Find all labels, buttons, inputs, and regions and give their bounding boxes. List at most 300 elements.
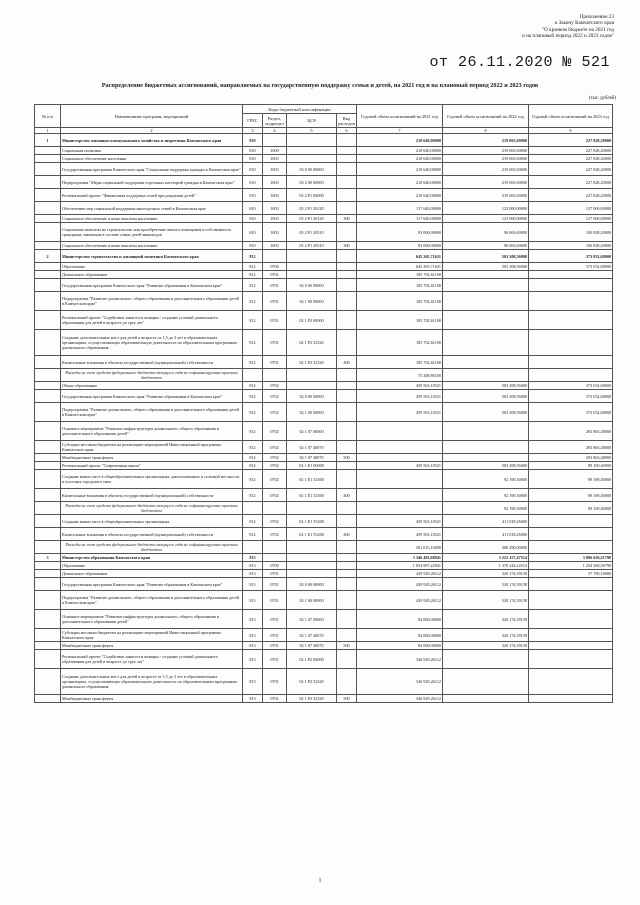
cell-grbs: 810 bbox=[243, 176, 263, 189]
cell-c bbox=[529, 541, 613, 554]
cell-sec: 0701 bbox=[263, 271, 287, 279]
cell-csr bbox=[287, 250, 337, 263]
cell-b: 320 174,39158 bbox=[443, 642, 529, 650]
cell-b: 3 222 157,47514 bbox=[443, 554, 529, 562]
cell-sec: 0702 bbox=[263, 390, 287, 403]
cell-a: 84 000,00000 bbox=[357, 642, 443, 650]
cell-csr: 02 1 P2 52320 bbox=[287, 695, 337, 703]
cell-b: 123 000,00000 bbox=[443, 215, 529, 223]
cell-sec: 0701 bbox=[263, 279, 287, 292]
cell-sec: 0701 bbox=[263, 330, 287, 356]
cell-name: Подпрограмма "Меры социальной поддержки отдельных категорий граждан в Камчатском крае" bbox=[61, 176, 243, 189]
cell-name: Основное мероприятие "Развитие инфраструктуры дошкольного, общего образования и дополнительного образования детей" bbox=[61, 422, 243, 441]
cell-vr bbox=[337, 562, 357, 570]
cell-b: 320 174,39158 bbox=[443, 629, 529, 642]
cell-grbs: 813 bbox=[243, 669, 263, 695]
cell-sec: 0701 bbox=[263, 356, 287, 369]
cell-name: Межбюджетные трансферты bbox=[61, 695, 243, 703]
cell-b: 503 208,56000 bbox=[443, 390, 529, 403]
date-number-stamp: от 26.11.2020 № 521 bbox=[429, 54, 610, 71]
cell-sec: 0702 bbox=[263, 528, 287, 541]
cell-b bbox=[443, 292, 529, 311]
table-row bbox=[35, 176, 613, 189]
header-2021: Годовой объем ассигнований на 2021 год bbox=[357, 105, 443, 128]
cell-sec: 0701 bbox=[263, 695, 287, 703]
cell-csr: 02 1 07 40070 bbox=[287, 629, 337, 642]
cell-grbs: 810 bbox=[243, 242, 263, 250]
header-index-cell: 3 bbox=[243, 128, 263, 134]
cell-c: 3 006 626,21790 bbox=[529, 554, 613, 562]
cell-vr bbox=[337, 610, 357, 629]
appendix-line: и на плановый период 2022 и 2023 годов" bbox=[522, 32, 614, 39]
cell-c: 89 169,40000 bbox=[529, 502, 613, 515]
cell-vr bbox=[337, 502, 357, 515]
cell-b: 320 174,39158 bbox=[443, 578, 529, 591]
cell-a: 430 929,26112 bbox=[357, 570, 443, 578]
cell-a: 346 929,26112 bbox=[357, 669, 443, 695]
cell-n bbox=[35, 403, 61, 422]
cell-grbs bbox=[243, 502, 263, 515]
cell-c bbox=[529, 695, 613, 703]
cell-n bbox=[35, 311, 61, 330]
cell-vr: 500 bbox=[337, 695, 357, 703]
table-row bbox=[35, 462, 613, 470]
cell-n bbox=[35, 356, 61, 369]
cell-csr: 02 1 07 40070 bbox=[287, 454, 337, 462]
cell-csr bbox=[287, 382, 337, 390]
cell-grbs: 813 bbox=[243, 554, 263, 562]
cell-grbs: 813 bbox=[243, 591, 263, 610]
cell-a bbox=[357, 502, 443, 515]
cell-n bbox=[35, 489, 61, 502]
cell-name: Государственная программа Камчатского края "Социальная поддержка граждан в Камчатском крае" bbox=[61, 163, 243, 176]
cell-b bbox=[443, 422, 529, 441]
cell-vr bbox=[337, 250, 357, 263]
header-index-cell: 8 bbox=[443, 128, 529, 134]
cell-vr bbox=[337, 271, 357, 279]
cell-grbs: 813 bbox=[243, 578, 263, 591]
cell-a: 185 702,61100 bbox=[357, 330, 443, 356]
cell-csr bbox=[287, 271, 337, 279]
cell-csr: 02 1 07 40070 bbox=[287, 441, 337, 454]
cell-c: 227 828,20000 bbox=[529, 134, 613, 147]
cell-c: 89 169,40000 bbox=[529, 489, 613, 502]
cell-csr bbox=[287, 134, 337, 147]
table-row bbox=[35, 650, 613, 669]
cell-b: 219 065,60000 bbox=[443, 155, 529, 163]
cell-name: Создание новых мест в общеобразовательных организациях bbox=[61, 515, 243, 528]
cell-c: 373 032,68000 bbox=[529, 250, 613, 263]
appendix-line: Приложение 23 bbox=[579, 14, 614, 20]
cell-c bbox=[529, 311, 613, 330]
cell-vr: 500 bbox=[337, 642, 357, 650]
cell-n bbox=[35, 215, 61, 223]
cell-vr bbox=[337, 223, 357, 242]
cell-n: 2 bbox=[35, 250, 61, 263]
cell-sec: 1003 bbox=[263, 163, 287, 176]
cell-sec: 1003 bbox=[263, 223, 287, 242]
cell-c bbox=[529, 642, 613, 650]
cell-b: 320 174,39158 bbox=[443, 570, 529, 578]
table-row bbox=[35, 189, 613, 202]
cell-grbs bbox=[243, 369, 263, 382]
table-row bbox=[35, 554, 613, 562]
cell-n bbox=[35, 650, 61, 669]
cell-csr bbox=[287, 502, 337, 515]
budget-table bbox=[34, 104, 613, 703]
table-body bbox=[35, 134, 613, 703]
cell-vr bbox=[337, 202, 357, 215]
cell-c: 227 828,20000 bbox=[529, 155, 613, 163]
cell-c bbox=[529, 330, 613, 356]
cell-b bbox=[443, 669, 529, 695]
cell-b: 96 065,60000 bbox=[443, 223, 529, 242]
cell-b: 503 208,56000 bbox=[443, 250, 529, 263]
cell-name: Министерство жилищно-коммунального хозяйства и энергетики Камчатского края bbox=[61, 134, 243, 147]
header-index-cell: 7 bbox=[357, 128, 443, 134]
cell-b: 96 065,60000 bbox=[443, 242, 529, 250]
table-row bbox=[35, 454, 613, 462]
cell-csr: 02 1 E1 52300 bbox=[287, 470, 337, 489]
cell-sec: 0701 bbox=[263, 292, 287, 311]
table-row bbox=[35, 147, 613, 155]
cell-n bbox=[35, 369, 61, 382]
cell-sec: 0702 bbox=[263, 462, 287, 470]
cell-b: 219 065,60000 bbox=[443, 176, 529, 189]
cell-grbs: 812 bbox=[243, 279, 263, 292]
cell-sec: 0701 bbox=[263, 610, 287, 629]
table-row bbox=[35, 695, 613, 703]
cell-vr bbox=[337, 570, 357, 578]
cell-c: 373 032,68000 bbox=[529, 382, 613, 390]
cell-c bbox=[529, 578, 613, 591]
cell-grbs: 810 bbox=[243, 163, 263, 176]
cell-c: 373 032,68000 bbox=[529, 390, 613, 403]
cell-csr: 03 2 P1 20510 bbox=[287, 223, 337, 242]
table-row bbox=[35, 570, 613, 578]
cell-csr: 03 0 00 00000 bbox=[287, 163, 337, 176]
cell-n bbox=[35, 591, 61, 610]
cell-grbs: 812 bbox=[243, 462, 263, 470]
cell-c: 100 828,20000 bbox=[529, 223, 613, 242]
cell-sec: 0701 bbox=[263, 629, 287, 642]
cell-n bbox=[35, 189, 61, 202]
cell-csr: 03 2 P1 20510 bbox=[287, 242, 337, 250]
cell-n bbox=[35, 202, 61, 215]
table-row bbox=[35, 422, 613, 441]
table-row bbox=[35, 356, 613, 369]
cell-c: 283 863,28000 bbox=[529, 422, 613, 441]
cell-name: Социальная политика bbox=[61, 147, 243, 155]
cell-grbs: 813 bbox=[243, 642, 263, 650]
cell-grbs: 812 bbox=[243, 263, 263, 271]
cell-name: Региональный проект "Современная школа" bbox=[61, 462, 243, 470]
cell-n bbox=[35, 330, 61, 356]
cell-n bbox=[35, 242, 61, 250]
cell-vr: 300 bbox=[337, 215, 357, 223]
table-row bbox=[35, 242, 613, 250]
cell-b: 92 190,30000 bbox=[443, 489, 529, 502]
table-row bbox=[35, 202, 613, 215]
header-num: № п/п bbox=[35, 105, 61, 128]
cell-sec: 0701 bbox=[263, 650, 287, 669]
cell-a: 645 265,71621 bbox=[357, 263, 443, 271]
cell-sec: 0702 bbox=[263, 515, 287, 528]
cell-vr bbox=[337, 390, 357, 403]
cell-csr: 02 1 07 40070 bbox=[287, 642, 337, 650]
cell-vr bbox=[337, 292, 357, 311]
cell-csr bbox=[287, 155, 337, 163]
cell-sec: 0702 bbox=[263, 422, 287, 441]
cell-csr bbox=[287, 369, 337, 382]
table-row bbox=[35, 250, 613, 263]
cell-vr bbox=[337, 650, 357, 669]
table-row bbox=[35, 541, 613, 554]
cell-c: 227 828,20000 bbox=[529, 176, 613, 189]
cell-c bbox=[529, 279, 613, 292]
table-row bbox=[35, 382, 613, 390]
cell-c: 89 169,40000 bbox=[529, 462, 613, 470]
cell-c: 283 863,28000 bbox=[529, 441, 613, 454]
cell-b: 503 208,56000 bbox=[443, 263, 529, 271]
cell-n bbox=[35, 271, 61, 279]
cell-name: Образование bbox=[61, 263, 243, 271]
cell-n bbox=[35, 390, 61, 403]
cell-name: Подпрограмма "Развитие дошкольного, общего образования и дополнительного образования детей в Камчатском крае" bbox=[61, 292, 243, 311]
cell-csr: 02 1 P2 52320 bbox=[287, 330, 337, 356]
cell-a: 75 208,86100 bbox=[357, 369, 443, 382]
header-csr: ЦСР bbox=[287, 114, 337, 128]
cell-b: 123 000,00000 bbox=[443, 202, 529, 215]
cell-c bbox=[529, 591, 613, 610]
cell-a: 93 000,00000 bbox=[357, 242, 443, 250]
header-name: Наименование программ, мероприятий bbox=[61, 105, 243, 128]
cell-b: 219 065,60000 bbox=[443, 189, 529, 202]
cell-a: 185 702,61100 bbox=[357, 311, 443, 330]
cell-a: 210 640,00000 bbox=[357, 176, 443, 189]
cell-name: Социальное обеспечение населения bbox=[61, 155, 243, 163]
cell-a: 185 702,61100 bbox=[357, 356, 443, 369]
cell-a bbox=[357, 470, 443, 489]
cell-vr bbox=[337, 189, 357, 202]
cell-csr: 02 0 00 00000 bbox=[287, 279, 337, 292]
cell-csr: 02 1 07 00000 bbox=[287, 610, 337, 629]
cell-vr bbox=[337, 403, 357, 422]
header-index-cell: 5 bbox=[287, 128, 337, 134]
cell-n bbox=[35, 176, 61, 189]
cell-csr: 02 1 P2 52320 bbox=[287, 669, 337, 695]
cell-vr bbox=[337, 554, 357, 562]
cell-sec: 0702 bbox=[263, 403, 287, 422]
cell-b bbox=[443, 279, 529, 292]
appendix-line: "О краевом бюджете на 2021 год bbox=[541, 26, 614, 33]
header-index-cell: 4 bbox=[263, 128, 287, 134]
cell-grbs: 813 bbox=[243, 650, 263, 669]
cell-vr bbox=[337, 441, 357, 454]
cell-c bbox=[529, 528, 613, 541]
cell-name: Дошкольное образование bbox=[61, 271, 243, 279]
header-index-cell: 6 bbox=[337, 128, 357, 134]
cell-vr bbox=[337, 147, 357, 155]
cell-b: 219 065,60000 bbox=[443, 163, 529, 176]
table-row bbox=[35, 215, 613, 223]
table-row bbox=[35, 515, 613, 528]
cell-b bbox=[443, 369, 529, 382]
cell-c bbox=[529, 629, 613, 642]
cell-csr: 02 1 E1 52300 bbox=[287, 489, 337, 502]
header-2022: Годовой объем ассигнований на 2022 год bbox=[443, 105, 529, 128]
cell-name: Дошкольное образование bbox=[61, 570, 243, 578]
header-index-cell: 1 bbox=[35, 128, 61, 134]
cell-grbs: 812 bbox=[243, 292, 263, 311]
cell-a: 459 563,10521 bbox=[357, 528, 443, 541]
table-row bbox=[35, 311, 613, 330]
cell-vr bbox=[337, 515, 357, 528]
cell-b: 92 190,30000 bbox=[443, 502, 529, 515]
page-number: 1 bbox=[318, 878, 322, 884]
cell-sec bbox=[263, 502, 287, 515]
cell-sec: 0702 bbox=[263, 441, 287, 454]
cell-n bbox=[35, 515, 61, 528]
cell-csr: 02 1 07 00000 bbox=[287, 422, 337, 441]
cell-n bbox=[35, 462, 61, 470]
cell-vr bbox=[337, 591, 357, 610]
cell-b: 320 174,39158 bbox=[443, 591, 529, 610]
cell-a: 210 640,00000 bbox=[357, 147, 443, 155]
cell-csr bbox=[287, 554, 337, 562]
cell-grbs: 812 bbox=[243, 311, 263, 330]
cell-c bbox=[529, 271, 613, 279]
cell-a: 185 702,61100 bbox=[357, 292, 443, 311]
cell-grbs: 810 bbox=[243, 155, 263, 163]
cell-c: 283 863,28000 bbox=[529, 454, 613, 462]
table-row bbox=[35, 528, 613, 541]
cell-name: Образование bbox=[61, 562, 243, 570]
cell-c: 100 828,20000 bbox=[529, 242, 613, 250]
cell-a: 459 563,10521 bbox=[357, 462, 443, 470]
table-row bbox=[35, 441, 613, 454]
cell-name: Расходы не счет средств федерального бюджета текущего года не софинансируемые краевым бюджетом bbox=[61, 541, 243, 554]
header-2023: Годовой объем ассигнований на 2023 год bbox=[529, 105, 613, 128]
cell-csr: 02 1 P2 00000 bbox=[287, 311, 337, 330]
cell-sec: 0700 bbox=[263, 562, 287, 570]
table-row bbox=[35, 271, 613, 279]
header-index-cell: 9 bbox=[529, 128, 613, 134]
cell-c bbox=[529, 610, 613, 629]
cell-b bbox=[443, 330, 529, 356]
cell-b: 411 018,26000 bbox=[443, 515, 529, 528]
cell-csr bbox=[287, 562, 337, 570]
cell-a: 3 346 482,68941 bbox=[357, 554, 443, 562]
cell-a: 1 054 987,22941 bbox=[357, 562, 443, 570]
cell-name: Министерство строительства и жилищной политики Камчатского края bbox=[61, 250, 243, 263]
cell-c bbox=[529, 292, 613, 311]
cell-csr: 02 1 00 00000 bbox=[287, 403, 337, 422]
cell-vr bbox=[337, 163, 357, 176]
cell-sec: 0701 bbox=[263, 642, 287, 650]
cell-a: 459 563,10521 bbox=[357, 390, 443, 403]
cell-b: 503 208,56000 bbox=[443, 382, 529, 390]
cell-c bbox=[529, 650, 613, 669]
table-row bbox=[35, 642, 613, 650]
cell-vr bbox=[337, 330, 357, 356]
table-row bbox=[35, 470, 613, 489]
cell-vr bbox=[337, 462, 357, 470]
cell-a bbox=[357, 441, 443, 454]
cell-b: 1 370 244,22514 bbox=[443, 562, 529, 570]
cell-vr: 400 bbox=[337, 356, 357, 369]
cell-sec: 0702 bbox=[263, 489, 287, 502]
cell-vr bbox=[337, 134, 357, 147]
cell-name: Социальные выплаты на строительство или приобретение жилого помещения в собственность гражданам, имеющим в составе семьи детей-инвалидов bbox=[61, 223, 243, 242]
cell-vr bbox=[337, 279, 357, 292]
cell-n bbox=[35, 528, 61, 541]
cell-vr bbox=[337, 382, 357, 390]
cell-n bbox=[35, 163, 61, 176]
cell-b bbox=[443, 650, 529, 669]
cell-a bbox=[357, 422, 443, 441]
cell-b bbox=[443, 695, 529, 703]
cell-b: 219 065,60000 bbox=[443, 134, 529, 147]
cell-a: 117 640,00000 bbox=[357, 202, 443, 215]
table-row bbox=[35, 591, 613, 610]
cell-vr: 300 bbox=[337, 242, 357, 250]
cell-name: Создание дополнительных мест для детей в возрасте от 1,5 до 3 лет в образовательных организациях, осуществляющих образовательную деятельность по образовательным программам дошкольного образования bbox=[61, 330, 243, 356]
cell-c: 127 000,00000 bbox=[529, 215, 613, 223]
cell-b: 503 208,56000 bbox=[443, 462, 529, 470]
cell-csr: 02 1 00 00000 bbox=[287, 292, 337, 311]
cell-grbs: 812 bbox=[243, 528, 263, 541]
table-row bbox=[35, 403, 613, 422]
cell-sec: 1003 bbox=[263, 242, 287, 250]
cell-grbs: 810 bbox=[243, 134, 263, 147]
cell-name: Капитальные вложения в объекты государственной (муниципальной) собственности bbox=[61, 528, 243, 541]
cell-grbs: 810 bbox=[243, 215, 263, 223]
cell-name: Расходы не счет средств федерального бюджета текущего года не софинансируемые краевым бюджетом bbox=[61, 502, 243, 515]
cell-vr bbox=[337, 422, 357, 441]
cell-vr bbox=[337, 263, 357, 271]
cell-a: 185 702,61100 bbox=[357, 279, 443, 292]
header-codes: Коды бюджетной классификации bbox=[243, 105, 357, 114]
cell-grbs: 812 bbox=[243, 441, 263, 454]
cell-csr: 02 1 E1 00000 bbox=[287, 462, 337, 470]
cell-a: 459 563,10521 bbox=[357, 403, 443, 422]
cell-name: Создание дополнительных мест для детей в возрасте от 1,5 до 3 лет в образовательных организациях, осуществляющих образовательную деятельность по образовательным программам дошкольного образования bbox=[61, 669, 243, 695]
cell-c bbox=[529, 356, 613, 369]
cell-name: Подпрограмма "Развитие дошкольного, общего образования и дополнительного образования детей в Камчатском крае" bbox=[61, 591, 243, 610]
cell-b bbox=[443, 356, 529, 369]
cell-vr bbox=[337, 311, 357, 330]
cell-vr bbox=[337, 669, 357, 695]
cell-a bbox=[357, 454, 443, 462]
cell-sec: 0701 bbox=[263, 311, 287, 330]
cell-grbs: 810 bbox=[243, 189, 263, 202]
cell-sec: 0700 bbox=[263, 263, 287, 271]
table-row bbox=[35, 489, 613, 502]
cell-b: 503 208,56000 bbox=[443, 403, 529, 422]
cell-c: 227 828,20000 bbox=[529, 147, 613, 155]
cell-name: Подпрограмма "Развитие дошкольного, общего образования и дополнительного образования детей в Камчатском крае" bbox=[61, 403, 243, 422]
cell-c bbox=[529, 369, 613, 382]
cell-c bbox=[529, 669, 613, 695]
cell-a: 459 563,10521 bbox=[357, 515, 443, 528]
cell-sec bbox=[263, 541, 287, 554]
cell-n bbox=[35, 541, 61, 554]
cell-a: 210 640,00000 bbox=[357, 163, 443, 176]
cell-c: 373 032,68000 bbox=[529, 403, 613, 422]
cell-grbs: 812 bbox=[243, 422, 263, 441]
cell-name: Министерство образования Камчатского края bbox=[61, 554, 243, 562]
